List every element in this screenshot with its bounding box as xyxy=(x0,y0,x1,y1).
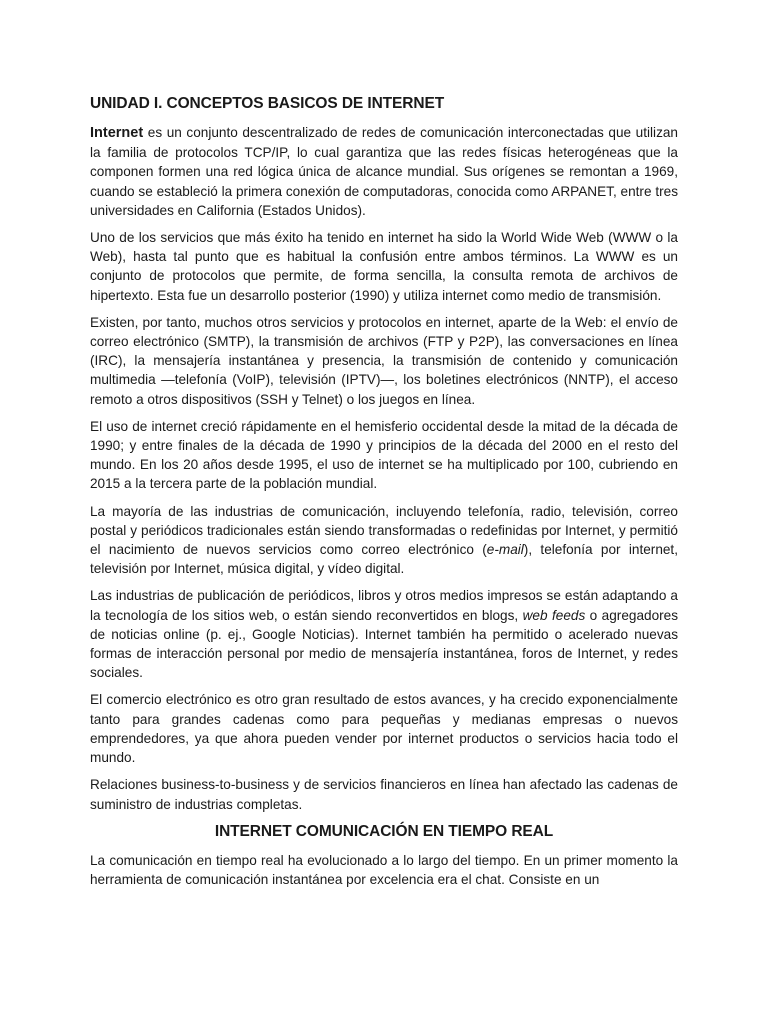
paragraph-communication-industries xyxy=(90,502,678,579)
page-title: UNIDAD I. CONCEPTOS BASICOS DE INTERNET xyxy=(90,95,445,112)
paragraph-text: ), telefonía por internet, televisión por Internet, música digital, y vídeo digital. xyxy=(90,542,678,577)
paragraph-b2b: Relaciones business-to-business y de servicios financieros en línea han afectado las cadenas de suministro de industrias completas. xyxy=(90,777,678,812)
paragraph-publishing-industries xyxy=(90,586,678,682)
paragraph-realtime-communication: La comunicación en tiempo real ha evolucionado a lo largo del tiempo. En un primer momento la herramienta de comunicación instantánea por excelencia era el chat. Consiste en un xyxy=(90,852,678,887)
paragraph-ecommerce: El comercio electrónico es otro gran resultado de estos avances, y ha crecido exponencialmente tanto para grandes cadenas como para pequeñas y medianas empresas o nuevos emprendedores, ya que ahora pueden vender por internet productos o servicios hacia todo el mundo. xyxy=(90,692,678,766)
paragraph-www: Uno de los servicios que más éxito ha tenido en internet ha sido la World Wide Web (WWW o la Web), hasta tal punto que es habitual la confusión entre ambos términos. La WWW es un conjunto de protocolos que permite, de forma sencilla, la consulta remota de archivos de hipertexto. Esta fue un desarrollo posterior (1990) y utiliza internet como medio de transmisión. xyxy=(90,230,678,303)
paragraph-usage-growth: El uso de internet creció rápidamente en el hemisferio occidental desde la mitad de la década de 1990; y entre finales de la década de 1990 y principios de la década del 2000 en el resto del mundo. En los 20 años desde 1995, el uso de internet se ha multiplicado por 100, cubriendo en 2015 a la tercera parte de la población mundial. xyxy=(90,418,678,492)
paragraph-internet-definition xyxy=(90,123,678,220)
section-title: INTERNET COMUNICACIÓN EN TIEMPO REAL xyxy=(214,822,554,840)
paragraph-text: es un conjunto descentralizado de redes de comunicación interconectadas que utilizan la familia de protocolos TCP/IP, lo cual garantiza que las redes físicas heterogéneas que la componen formen una red lógica única de alcance mundial. Sus orígenes se remontan a 1969, cuando se estableció la primera conexión de computadoras, conocida como ARPANET, entre tres universidades en California (Estados Unidos). xyxy=(90,125,678,218)
paragraph-text: Las industrias de publicación de periódicos, libros y otros medios impresos se están adaptando a la tecnología de los sitios web, o están siendo reconvertidos en blogs, xyxy=(90,588,678,623)
emphasis-text: e-mail xyxy=(486,542,524,558)
emphasis-text: web feeds xyxy=(522,607,586,623)
document-page xyxy=(90,94,678,897)
paragraph-text: La mayoría de las industrias de comunicación, incluyendo telefonía, radio, televisión, correo postal y periódicos tradicionales están siendo transformadas o redefinidas por Internet, y permitió el nacimiento de nuevos servicios como correo electrónico ( xyxy=(90,503,678,558)
paragraph-text: o agregadores de noticias online (p. ej., Google Noticias). Internet también ha permitido o acelerado nuevas formas de interacción personal por medio de mensajería instantánea, foros de Internet, y redes sociales. xyxy=(90,607,679,681)
lead-term: Internet xyxy=(90,125,144,141)
paragraph-services: Existen, por tanto, muchos otros servicios y protocolos en internet, aparte de la Web: el envío de correo electrónico (SMTP), la transmisión de archivos (FTP y P2P), las conversaciones en línea (IRC), la mensajería instantánea y presencia, la transmisión de contenido y comunicación multimedia —telefonía (VoIP), televisión (IPTV)—, los boletines electrónicos (NNTP), el acceso remoto a otros dispositivos (SSH y Telnet) o los juegos en línea. xyxy=(90,314,678,407)
